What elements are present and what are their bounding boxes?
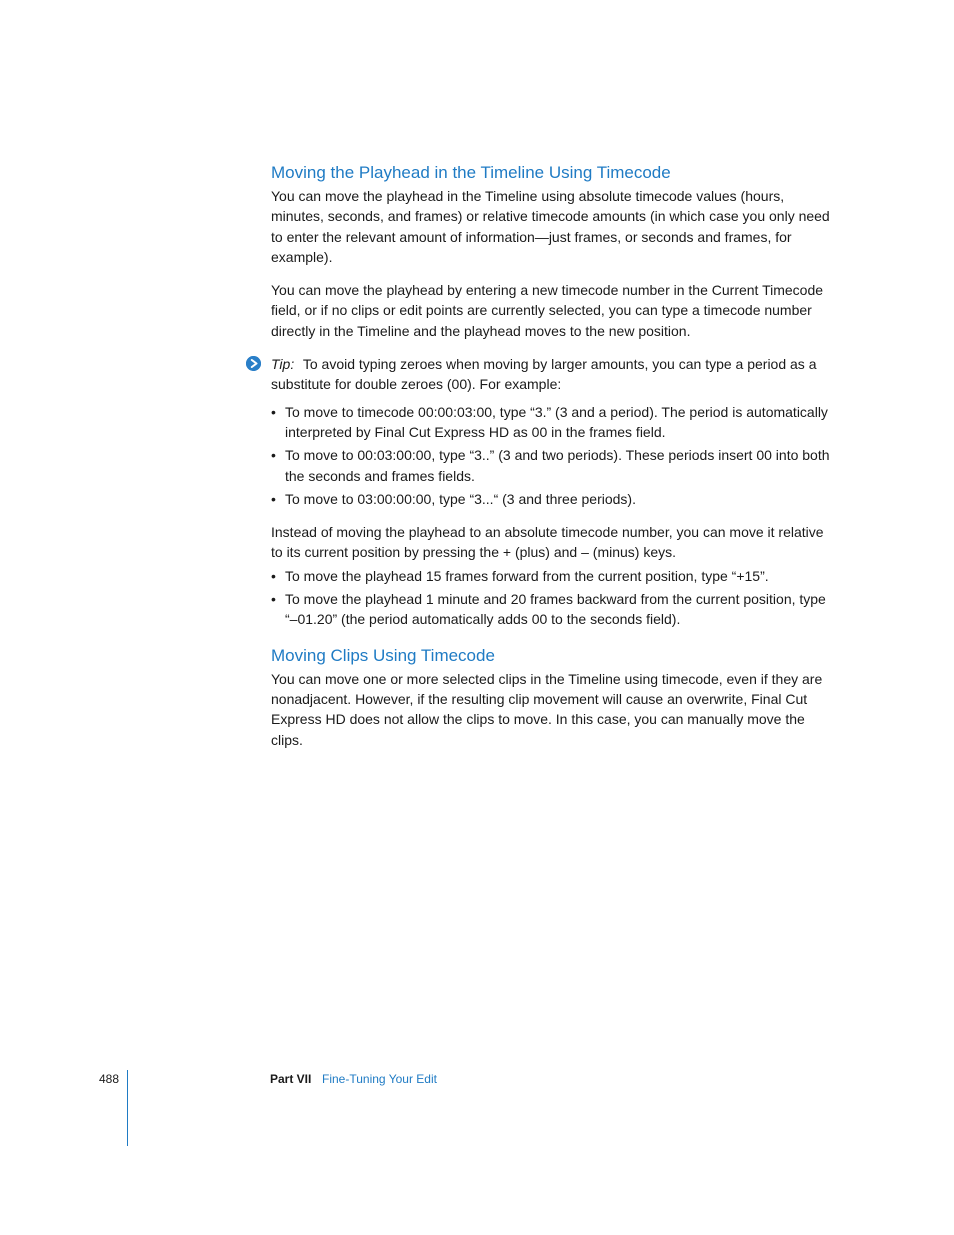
page-footer (0, 1072, 954, 1092)
paragraph: You can move one or more selected clips in the Timeline using timecode, even if they are nonadjacent. However, if the resulting clip movement will cause an overwrite, Final Cut Express HD does not allow the clips to move. In this case, you can manually move the clips. (271, 670, 823, 748)
list-item: • To move to 03:00:00:00, type “3...“ (3 and three periods). (271, 490, 636, 507)
part-label: Part VII (270, 1072, 312, 1086)
tip-label: Tip: (271, 356, 295, 373)
paragraph: You can move the playhead in the Timeline using absolute timecode values (hours, minutes, seconds, and frames) or relative timecode amounts (in which case you only need to enter the relevant amount of information—just frames, or seconds and frames, for example). (271, 188, 830, 265)
bullet-list-relative-moves (271, 566, 831, 630)
section-heading-clips: Moving Clips Using Timecode (271, 645, 495, 665)
list-item: • To move to 00:03:00:00, type “3..” (3 and two periods). These periods insert 00 into both the seconds and frames fields. (271, 447, 830, 484)
chapter-title: Fine-Tuning Your Edit (322, 1072, 437, 1086)
paragraph: Instead of moving the playhead to an absolute timecode number, you can move it relative to its current position by pressing the + (plus) and – (minus) keys. (271, 524, 824, 561)
list-item: • To move the playhead 1 minute and 20 frames backward from the current position, type “–01.20” (the period automatically adds 00 to the seconds field). (271, 591, 826, 628)
tip-paragraph (271, 354, 831, 395)
bullet-list-period-shortcuts (271, 402, 831, 509)
paragraph: You can move the playhead by entering a new timecode number in the Current Timecode field, or if no clips or edit points are currently selected, you can type a timecode number directly in the Timeline and the playhead moves to the new position. (271, 282, 824, 339)
tip-arrow-icon (246, 356, 261, 371)
section-heading-playhead: Moving the Playhead in the Timeline Using Timecode (271, 163, 671, 182)
main-content (271, 160, 831, 750)
list-item: • To move to timecode 00:00:03:00, type “3.” (3 and a period). The period is automatically interpreted by Final Cut Express HD as 00 in the frames field. (271, 403, 828, 440)
tip-text: To avoid typing zeroes when moving by larger amounts, you can type a period as a substitute for double zeroes (00). For example: (271, 356, 817, 393)
list-item: • To move the playhead 15 frames forward from the current position, type “+15”. (271, 567, 769, 584)
page-number: 488 (99, 1072, 120, 1086)
